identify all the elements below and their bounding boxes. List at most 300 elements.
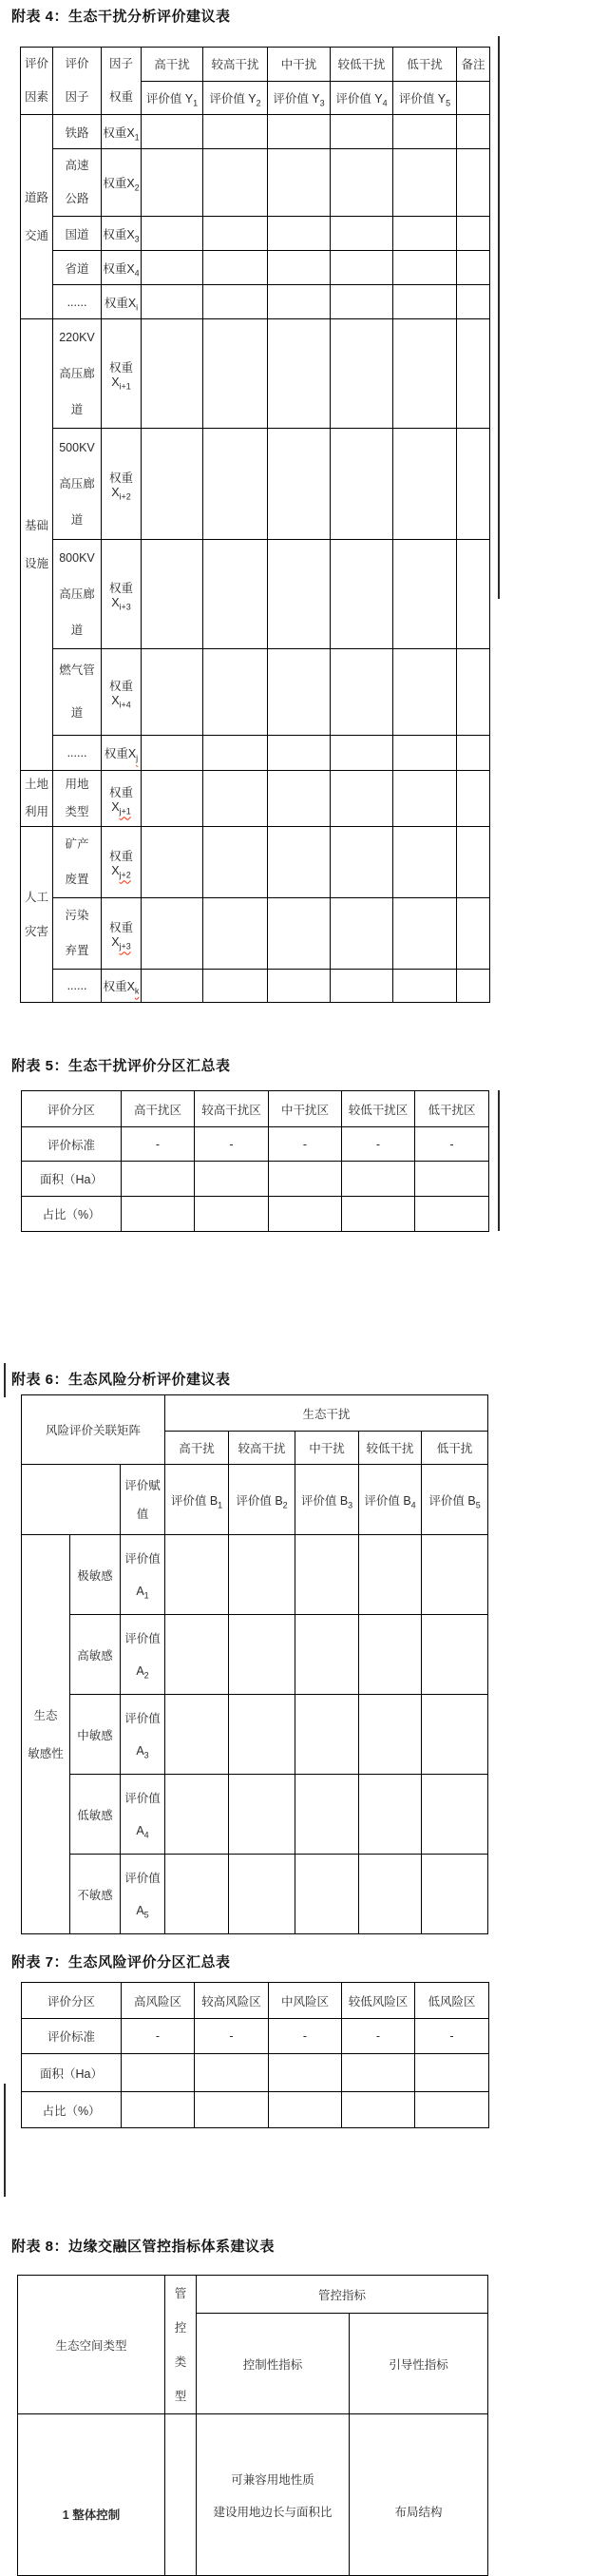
t4-group-infrastructure [21,319,53,771]
empty-cell [268,827,331,898]
empty-cell [393,736,457,771]
line: $A_4$ [136,1823,149,1839]
empty-cell [331,540,393,649]
empty-cell [203,898,268,970]
line: 设施 [24,557,48,570]
t6-header-value: 评价值 $B_1$ [165,1465,229,1535]
line: 型 [174,2389,187,2403]
line: 布局结构 [394,2505,443,2519]
empty-cell [295,1695,359,1775]
t6-sens-label: 不敏感 [70,1855,121,1934]
empty-cell [268,217,331,251]
t4-header-value: 评价值 $Y_3$ [268,81,331,115]
empty-cell [457,540,490,649]
empty-cell [393,898,457,970]
empty-cell [457,827,490,898]
empty-cell [22,1465,121,1535]
t7-header-zone: 评价分区 [22,1983,122,2019]
empty-cell [331,115,393,149]
empty-cell [142,429,203,540]
empty-cell [229,1615,295,1695]
empty-cell [142,540,203,649]
t6-header-level: 较低干扰 [359,1432,422,1465]
line: 800KV [59,551,95,565]
t4-factor-railway: 铁路 [53,115,102,149]
t4-group-road [21,115,53,319]
line: 因子 [108,57,133,70]
t6-header-level: 低干扰 [422,1432,488,1465]
line: 评价赋 [124,1478,161,1492]
line: $A_3$ [136,1743,149,1759]
empty-cell [268,149,331,217]
t8-header-indicator-group: 管控指标 [197,2276,488,2314]
t7-header-col: 较高风险区 [195,1983,269,2019]
table5 [21,1090,489,1232]
t4-factor-infra-more: ...... [53,736,102,771]
line: 人工 [24,891,48,904]
empty-cell [295,1775,359,1855]
empty-cell [457,898,490,970]
t6-header-value: 评价值 $B_4$ [359,1465,422,1535]
empty-cell [457,736,490,771]
dash-cell: - [415,2019,489,2054]
dash-cell: - [342,1127,415,1162]
line: 道 [70,624,84,637]
empty-cell [295,1535,359,1615]
t4-weight-cell: 权重$X_j$ [102,736,142,771]
line: 评价 [65,57,89,70]
empty-cell [203,771,268,827]
t4-header-level: 低干扰 [393,48,457,82]
line: 弃置 [65,944,89,957]
t4-weight-cell: 权重$X_{i+2}$ [102,429,142,540]
empty-cell [422,1775,488,1855]
line: 评价值 [124,1551,161,1566]
t4-weight-cell: 权重$X_k$ [102,970,142,1003]
empty-cell [295,1615,359,1695]
empty-cell [122,1162,195,1197]
empty-cell [203,251,268,285]
line: $A_5$ [136,1903,149,1919]
t7-header-col: 中风险区 [269,1983,342,2019]
t4-group-land-use [21,771,53,827]
empty-cell [457,285,490,319]
empty-cell [142,827,203,898]
empty-cell [393,649,457,736]
line: 道 [70,403,84,416]
line: 评价值 [124,1711,161,1725]
t4-group-man-made-hazard [21,827,53,1003]
empty-cell [203,217,268,251]
empty-cell [295,1855,359,1934]
empty-cell [415,2092,489,2128]
t4-factor-hazard-more: ...... [53,970,102,1003]
line: 因素 [24,90,48,104]
t4-header-level: 较高干扰 [203,48,268,82]
t4-factor-800kv [53,540,102,649]
revision-bar [4,1363,6,1397]
empty-cell [331,736,393,771]
empty-cell [142,736,203,771]
empty-cell [203,149,268,217]
empty-cell [359,1615,422,1695]
empty-cell [415,1162,489,1197]
empty-cell [268,115,331,149]
empty-cell [203,319,268,429]
t6-assign-label [121,1465,165,1535]
line: 值 [136,1507,149,1521]
empty-cell [229,1855,295,1934]
dash-cell: - [122,1127,195,1162]
empty-cell [457,429,490,540]
table4-title: 附表 4：生态干扰分析评价建议表 [11,9,231,25]
t6-sens-label: 中敏感 [70,1695,121,1775]
t8-header-guide-indicator: 引导性指标 [350,2314,488,2414]
empty-cell [393,149,457,217]
t8-header-control-indicator: 控制性指标 [197,2314,350,2414]
t7-header-col: 低风险区 [415,1983,489,2019]
empty-cell [393,970,457,1003]
empty-cell [331,319,393,429]
revision-bar [4,2084,6,2197]
t4-header-factor [53,48,102,115]
empty-cell [165,1855,229,1934]
line: $A_2$ [136,1663,149,1680]
table7-title: 附表 7：生态风险评价分区汇总表 [11,1954,231,1970]
t6-disturbance-label: 生态干扰 [165,1395,488,1432]
dash-cell: - [195,1127,269,1162]
empty-cell [457,251,490,285]
table7 [21,1982,489,2128]
dash-cell: - [269,2019,342,2054]
t6-header-level: 高干扰 [165,1432,229,1465]
empty-cell [457,115,490,149]
empty-cell [457,149,490,217]
empty-cell [268,970,331,1003]
empty-cell [142,149,203,217]
empty-cell [393,115,457,149]
empty-cell [331,217,393,251]
t4-header-value: 评价值 $Y_4$ [331,81,393,115]
empty-cell [165,2414,197,2576]
empty-cell [359,1535,422,1615]
empty-cell [393,251,457,285]
line: 评价值 [124,1631,161,1645]
empty-cell [122,2054,195,2092]
line: 控 [174,2320,187,2335]
empty-cell [269,2092,342,2128]
empty-cell [229,1535,295,1615]
line: 评价值 [124,1871,161,1885]
t4-header-level: 中干扰 [268,48,331,82]
dash-cell: - [342,2019,415,2054]
empty-cell [195,1162,269,1197]
t6-header-value: 评价值 $B_3$ [295,1465,359,1535]
empty-cell [393,319,457,429]
empty-cell [331,649,393,736]
empty-cell [331,898,393,970]
t4-weight-cell: 权重$X_i$ [102,285,142,319]
empty-cell [229,1695,295,1775]
empty-cell [165,1775,229,1855]
t6-a-value [121,1615,165,1695]
line: 权重 [108,90,133,104]
t4-factor-provincial-road: 省道 [53,251,102,285]
t6-header-level: 中干扰 [295,1432,359,1465]
line: 评价 [24,57,48,70]
empty-cell [268,736,331,771]
empty-cell [203,827,268,898]
t7-row-label: 占比（%） [22,2092,122,2128]
line: 高压廊 [59,587,95,601]
empty-cell [342,1162,415,1197]
line: 废置 [65,873,89,886]
empty-cell [142,115,203,149]
empty-cell [203,736,268,771]
t8-header-space-type: 生态空间类型 [18,2276,165,2414]
t6-a-value [121,1775,165,1855]
empty-cell [203,429,268,540]
empty-cell [457,771,490,827]
t6-header-value: 评价值 $B_5$ [422,1465,488,1535]
empty-cell [203,115,268,149]
t4-weight-cell: 权重$X_{i+3}$ [102,540,142,649]
t4-factor-national-road: 国道 [53,217,102,251]
table8-title: 附表 8：边缘交融区管控指标体系建议表 [11,2239,276,2255]
line: 基础 [24,519,48,532]
empty-cell [195,2054,269,2092]
t7-row-label: 评价标准 [22,2019,122,2054]
line: $A_1$ [136,1584,149,1600]
line: 高速 [65,159,89,172]
t4-factor-500kv [53,429,102,540]
t4-header-level: 较低干扰 [331,48,393,82]
dash-cell: - [269,1127,342,1162]
t4-factor-pollution [53,898,102,970]
empty-cell [422,1535,488,1615]
t4-weight-cell: 权重$X_{i+4}$ [102,649,142,736]
t5-header-col: 中干扰区 [269,1091,342,1127]
line: 矿产 [65,837,89,851]
line: 220KV [59,331,95,344]
line: 高压廊 [59,367,95,380]
empty-cell [203,970,268,1003]
t6-matrix-label: 风险评价关联矩阵 [22,1395,165,1465]
empty-cell [422,1855,488,1934]
t8-header-control-type [165,2276,197,2414]
line: 道 [70,513,84,527]
line: 500KV [59,441,95,454]
t4-weight-cell: 权重$X_{j+3}$ [102,898,142,970]
empty-cell [268,898,331,970]
empty-cell [422,1695,488,1775]
t5-row-label: 面积（Ha） [22,1162,122,1197]
empty-cell [393,217,457,251]
t4-header-level: 高干扰 [142,48,203,82]
empty-cell [415,1197,489,1232]
empty-cell [393,827,457,898]
line: 可兼容用地性质 [231,2472,314,2487]
empty-cell [331,251,393,285]
revision-bar [498,1090,500,1231]
empty-cell [415,2054,489,2092]
t6-group-sensitivity [22,1535,70,1934]
t8-cell-guide-indicators [350,2414,488,2576]
empty-cell [165,1615,229,1695]
empty-cell [195,1197,269,1232]
empty-cell [268,429,331,540]
t4-factor-landuse-type [53,771,102,827]
t6-a-value [121,1535,165,1615]
empty-cell [457,217,490,251]
t5-header-col: 较低干扰区 [342,1091,415,1127]
empty-cell [331,827,393,898]
empty-cell [457,319,490,429]
t4-weight-cell: 权重$X_4$ [102,251,142,285]
empty-cell [393,540,457,649]
table6-title: 附表 6：生态风险分析评价建议表 [11,1372,231,1388]
empty-cell [457,81,490,115]
empty-cell [142,251,203,285]
table6 [21,1394,488,1934]
empty-cell [268,285,331,319]
line: 燃气管 [59,663,95,677]
t4-header-value: 评价值 $Y_1$ [142,81,203,115]
t7-header-col: 高风险区 [122,1983,195,2019]
t6-a-value [121,1855,165,1934]
t4-header-value: 评价值 $Y_5$ [393,81,457,115]
line: 建设用地边长与面积比 [213,2505,333,2519]
line: 生态 [33,1708,58,1722]
table5-title: 附表 5：生态干扰评价分区汇总表 [11,1058,231,1074]
empty-cell [331,285,393,319]
dash-cell: - [415,1127,489,1162]
line: 交通 [24,229,48,242]
t4-weight-cell: 权重$X_2$ [102,149,142,217]
line: 用地 [65,778,89,791]
t4-weight-cell: 权重$X_{j+1}$ [102,771,142,827]
line: 类 [174,2355,187,2369]
empty-cell [393,771,457,827]
empty-cell [457,649,490,736]
line: 利用 [24,805,48,818]
line: 评价值 [124,1791,161,1805]
empty-cell [203,540,268,649]
empty-cell [122,2092,195,2128]
t4-header-factor-group [21,48,53,115]
empty-cell [142,970,203,1003]
t5-header-col: 高干扰区 [122,1091,195,1127]
line: 高压廊 [59,477,95,490]
empty-cell [268,540,331,649]
line: 道路 [24,191,48,204]
empty-cell [331,429,393,540]
line: 管 [174,2286,187,2300]
t4-weight-cell: 权重$X_1$ [102,115,142,149]
empty-cell [331,771,393,827]
t5-header-col: 较高干扰区 [195,1091,269,1127]
empty-cell [269,1197,342,1232]
empty-cell [268,251,331,285]
t6-sens-label: 高敏感 [70,1615,121,1695]
t4-header-remark: 备注 [457,48,490,82]
empty-cell [359,1695,422,1775]
empty-cell [165,1535,229,1615]
t4-factor-mining [53,827,102,898]
t4-weight-cell: 权重$X_{j+2}$ [102,827,142,898]
empty-cell [393,429,457,540]
empty-cell [268,319,331,429]
line: 类型 [65,805,89,818]
empty-cell [195,2092,269,2128]
t8-row-overall-control: 1 整体控制 [18,2414,165,2576]
t7-header-col: 较低风险区 [342,1983,415,2019]
empty-cell [269,1162,342,1197]
empty-cell [122,1197,195,1232]
t5-row-label: 占比（%） [22,1197,122,1232]
t4-header-value: 评价值 $Y_2$ [203,81,268,115]
empty-cell [331,970,393,1003]
empty-cell [342,1197,415,1232]
empty-cell [142,217,203,251]
empty-cell [342,2054,415,2092]
t4-weight-cell: 权重$X_3$ [102,217,142,251]
t6-sens-label: 极敏感 [70,1535,121,1615]
empty-cell [203,649,268,736]
line: 道 [70,706,84,720]
t6-header-level: 较高干扰 [229,1432,295,1465]
table8 [17,2275,488,2576]
empty-cell [331,149,393,217]
empty-cell [142,319,203,429]
empty-cell [359,1855,422,1934]
empty-cell [359,1775,422,1855]
empty-cell [142,898,203,970]
dash-cell: - [122,2019,195,2054]
t8-cell-control-indicators [197,2414,350,2576]
line: 土地 [24,778,48,791]
t4-header-weight [102,48,142,115]
table4 [20,47,490,1003]
revision-bar [498,36,500,599]
empty-cell [342,2092,415,2128]
t6-a-value [121,1695,165,1775]
t6-sens-label: 低敏感 [70,1775,121,1855]
empty-cell [457,970,490,1003]
empty-cell [142,771,203,827]
empty-cell [142,649,203,736]
t5-row-label: 评价标准 [22,1127,122,1162]
line: 污染 [65,909,89,922]
line: 因子 [65,90,89,104]
t5-header-col: 低干扰区 [415,1091,489,1127]
t4-weight-cell: 权重$X_{i+1}$ [102,319,142,429]
empty-cell [203,285,268,319]
empty-cell [142,285,203,319]
line: 公路 [65,192,89,205]
t5-header-zone: 评价分区 [22,1091,122,1127]
line: 灾害 [24,925,48,938]
t4-factor-gas-pipeline [53,649,102,736]
empty-cell [393,285,457,319]
line: 敏感性 [28,1746,64,1760]
empty-cell [269,2054,342,2092]
t6-header-value: 评价值 $B_2$ [229,1465,295,1535]
t4-factor-road-more: ...... [53,285,102,319]
t7-row-label: 面积（Ha） [22,2054,122,2092]
empty-cell [268,771,331,827]
empty-cell [268,649,331,736]
